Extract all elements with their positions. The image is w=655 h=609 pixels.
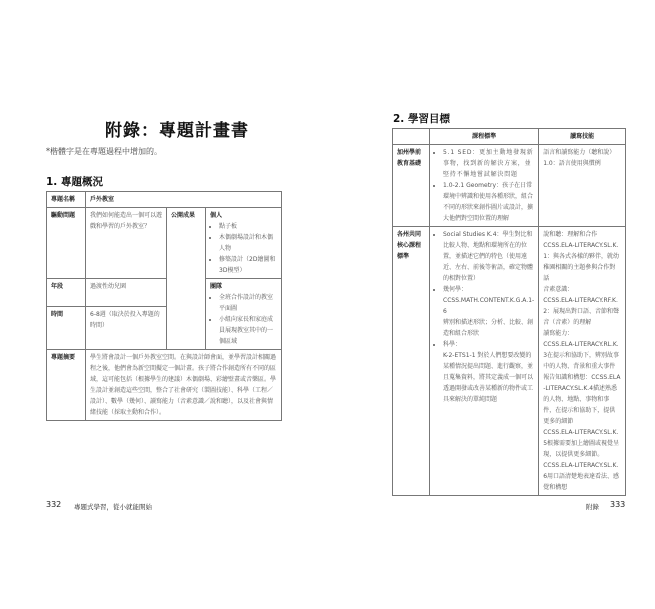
list-item: • 全班合作設計的教室平面圖 [219, 292, 277, 314]
row-label-common-core: 各州共同核心課程標準 [393, 227, 430, 496]
list-item: • Social Studies K.4：學生對比和比較人物、地點和環境所在的位置，並描述它們的特色（使用遠近、左右、前後等術語，確定物體的相對位置） [443, 229, 534, 284]
label-product: 公開成果 [167, 208, 206, 350]
list-item: • 點子板 [219, 221, 277, 232]
empty-header [393, 129, 430, 145]
list-item: • 1.0-2.1 Geometry：孩子在日常環境中辨識和使用各種形狀，組合不同的形狀來創作圖片或設計，擴大他們對空間位置的理解 [443, 180, 534, 224]
learning-goals-table [392, 128, 626, 496]
driving-question: 我們如何能造出一個可以遊戲和學習的戶外教室？ [86, 208, 167, 279]
project-overview-table [46, 191, 282, 421]
header-standards: 課程標準 [430, 129, 539, 145]
list-item: • 修築設計（2D繪圖和3D模型） [219, 254, 277, 276]
team-products [206, 279, 282, 350]
grade: 過渡性幼兒園 [86, 279, 167, 307]
header-literacy: 讀寫技能 [539, 129, 626, 145]
label-name: 專題名稱 [47, 192, 86, 208]
italic-note: *楷體字是在專題過程中增加的。 [46, 147, 162, 156]
list-item: • 小組向家長和家庭成員展現教室其中的一個區域 [219, 314, 277, 347]
appendix-title: 附錄：專題計畫書 [105, 121, 249, 141]
list-item: • 木偶劇場設計和木偶人物 [219, 232, 277, 254]
running-head-right: 附錄 [586, 503, 599, 511]
project-name: 戶外教室 [86, 192, 282, 208]
page-number-left: 332 [46, 500, 62, 509]
label-summary: 專題摘要 [47, 350, 86, 421]
list-item: • 5.1 SED：更加主動地發現新事物，找到新的解決方案，並堅持不懈地嘗試解決問題 [443, 147, 534, 180]
label-question: 驅動問題 [47, 208, 86, 279]
row-label-california: 加州學前教育基礎 [393, 145, 430, 227]
section-heading-goals: 2. 學習目標 [393, 113, 450, 125]
literacy-common-core: 說和聽：理解和合作 CCSS.ELA-LITERACY.SL.K.1：與各式各樣的夥伴，就幼稚園相關的主題參與合作對話 音素意識： CCSS.ELA-LITERACY.RF.K.2：展現出對口語、音節和聲音（音素）的理解 讀寫能力： CCSS.ELA-LITERACY.RL.K.3在提示和協助下，辨別故事中的人物、背景和重大事件 報告知識和構想：CCSS.ELA-LITERACY.SL.K.4描述熟悉的人物、地點、事物和事件，在提示和協助下，提供更多的細節 CCSS.ELA-LITERACY.SL.K.5根據需要加上繪圖或視覺呈現，以提供更多細節。 CCSS.ELA-LITERACY.SL.K.6用口語清楚地表達看法、感覺和構想 [539, 227, 626, 496]
running-head-left: 專題式學習，從小就能開始 [74, 503, 152, 511]
literacy-california: 語言和讀寫能力（聽和說）1.0：語言使用與慣例 [539, 145, 626, 227]
label-time: 時間 [47, 307, 86, 350]
individual-label: 個人 [210, 212, 223, 219]
list-item: • 幾何學： CCSS.MATH.CONTENT.K.G.A.1-6 辨別和描述形狀；分析、比較、創造和組合形狀 [443, 284, 534, 339]
section-heading-overview: 1. 專題概況 [46, 176, 103, 188]
label-grade: 年段 [47, 279, 86, 307]
team-label: 團隊 [210, 283, 223, 290]
individual-products [206, 208, 282, 279]
time: 6-8週（取決於投入專題的時間） [86, 307, 167, 350]
project-summary: 學生將會設計一個戶外教室空間。在與設計師會面，並學習設計相關過程之後，他們會為新空間擬定一個計畫。孩子將合作創造所有不同的區域，這可能包括（根據學生的建議）木偶劇場、彩繪壁畫或音樂區。學生設計並創造這些空間，整合了社會研究（製圖技能）、科學（工程／設計）、數學（幾何）、讀寫能力（音素意識／說和聽），以及社會與情緒技能（採取主動和合作）。 [86, 350, 282, 421]
page-number-right: 333 [610, 500, 626, 509]
list-item: • 科學： K-2-ETS1-1 對於人們想要改變的某種情況提出問題、進行觀察，並且蒐集資料，將其定義成一個可以透過開發或改善某種新的物件或工具來解決的單純問題 [443, 339, 534, 405]
